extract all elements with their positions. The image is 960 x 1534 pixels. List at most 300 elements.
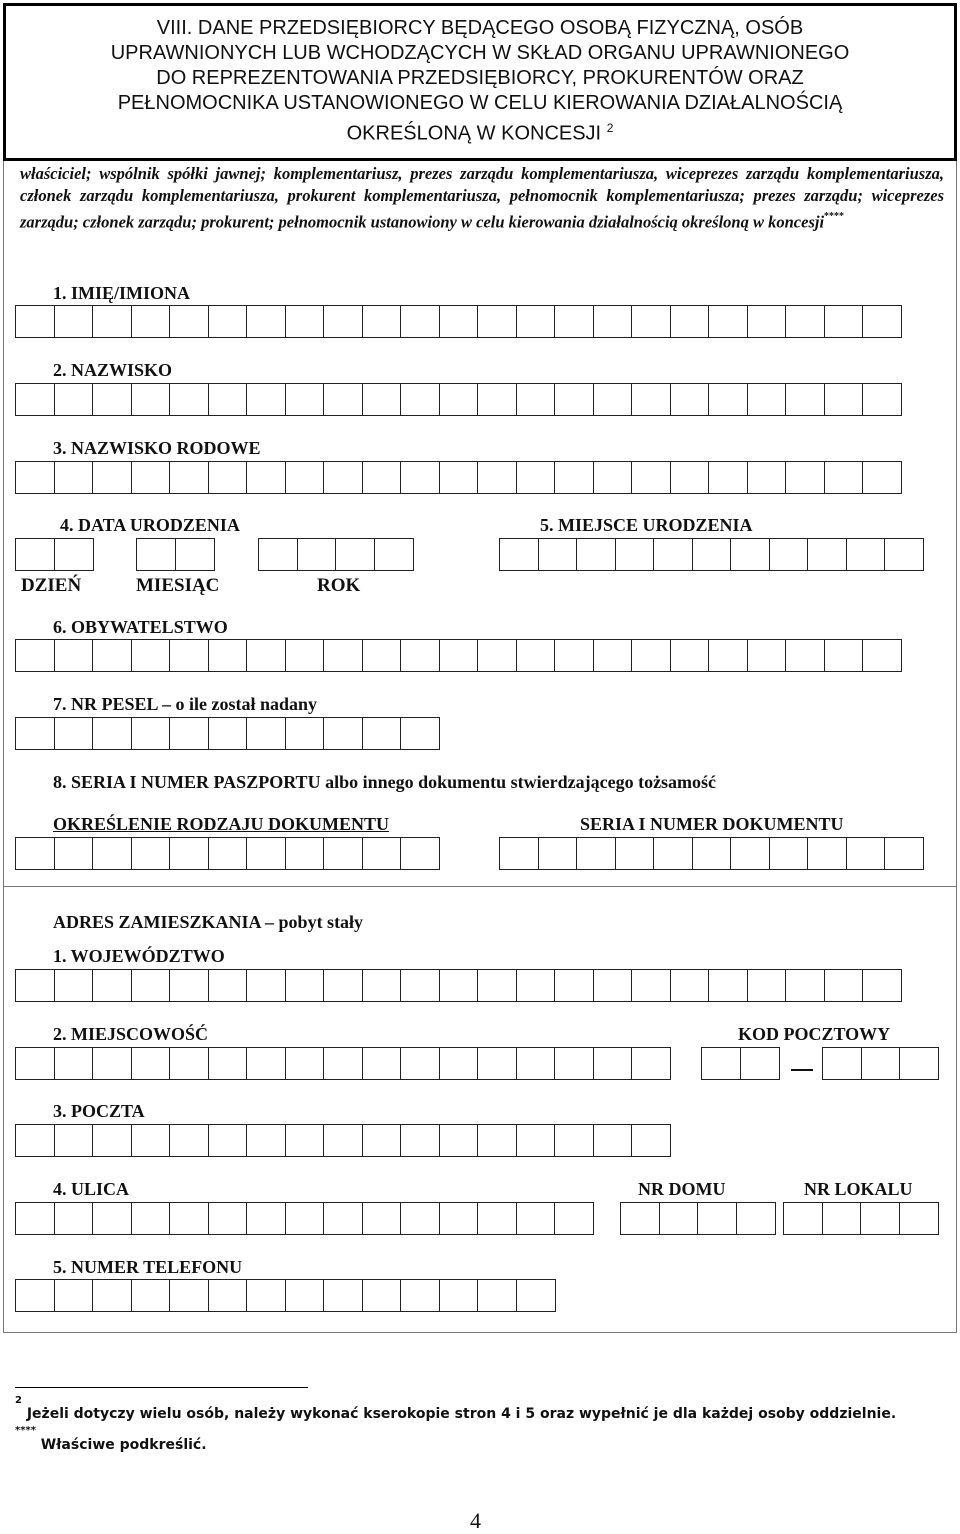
title-line <box>30 116 930 147</box>
char-cell[interactable] <box>670 969 710 1002</box>
char-cell[interactable] <box>169 383 209 416</box>
footnote-4-mark: **** <box>15 1425 36 1436</box>
char-cell[interactable] <box>653 538 693 571</box>
char-cell[interactable] <box>554 969 594 1002</box>
char-cell[interactable] <box>15 837 55 870</box>
char-cell[interactable] <box>400 639 440 672</box>
char-cell[interactable] <box>631 969 671 1002</box>
char-cell[interactable] <box>631 1124 671 1157</box>
char-cell[interactable] <box>362 461 402 494</box>
char-cell[interactable] <box>708 383 748 416</box>
char-cell[interactable] <box>477 1202 517 1235</box>
birth-month-field[interactable] <box>136 538 215 571</box>
postal-code-second-field[interactable] <box>822 1047 939 1080</box>
char-cell[interactable] <box>862 969 902 1002</box>
char-cell[interactable] <box>708 969 748 1002</box>
char-cell[interactable] <box>477 461 517 494</box>
char-cell[interactable] <box>747 383 787 416</box>
char-cell[interactable] <box>208 1124 248 1157</box>
citizenship-label: 6. OBYWATELSTWO <box>53 617 228 637</box>
apartment-no-field[interactable] <box>783 1202 939 1235</box>
first-name-label: 1. IMIĘ/IMIONA <box>53 283 191 303</box>
char-cell[interactable] <box>400 837 440 870</box>
house-no-label: NR DOMU <box>638 1179 726 1199</box>
char-cell[interactable] <box>323 383 363 416</box>
char-cell[interactable] <box>860 1202 900 1235</box>
char-cell[interactable] <box>439 461 479 494</box>
char-cell[interactable] <box>285 1124 325 1157</box>
char-cell[interactable] <box>323 461 363 494</box>
char-cell[interactable] <box>899 1047 939 1080</box>
postal-code-dash <box>791 1069 813 1071</box>
char-cell[interactable] <box>659 1202 699 1235</box>
char-cell[interactable] <box>54 383 94 416</box>
char-cell[interactable] <box>439 1279 479 1312</box>
char-cell[interactable] <box>516 305 556 338</box>
char-cell[interactable] <box>169 1202 209 1235</box>
char-cell[interactable] <box>246 1202 286 1235</box>
footnote-ref: 2 <box>606 121 614 135</box>
char-cell[interactable] <box>15 305 55 338</box>
char-cell[interactable] <box>516 1202 556 1235</box>
char-cell[interactable] <box>15 1047 55 1080</box>
char-cell[interactable] <box>54 639 94 672</box>
char-cell[interactable] <box>747 305 787 338</box>
char-cell[interactable] <box>554 305 594 338</box>
char-cell[interactable] <box>208 461 248 494</box>
pesel-label: 7. NR PESEL – o ile został nadany <box>53 694 318 714</box>
char-cell[interactable] <box>516 461 556 494</box>
char-cell[interactable] <box>208 639 248 672</box>
char-cell[interactable] <box>593 1047 633 1080</box>
char-cell[interactable] <box>692 837 732 870</box>
char-cell[interactable] <box>285 837 325 870</box>
char-cell[interactable] <box>807 837 847 870</box>
char-cell[interactable] <box>785 639 825 672</box>
char-cell[interactable] <box>362 639 402 672</box>
char-cell[interactable] <box>323 1279 363 1312</box>
char-cell[interactable] <box>400 717 440 750</box>
char-cell[interactable] <box>439 1124 479 1157</box>
char-cell[interactable] <box>208 969 248 1002</box>
birth-date-label: 4. DATA URODZENIA <box>60 515 240 535</box>
char-cell[interactable] <box>846 538 886 571</box>
footnote-2-text: Jeżeli dotyczy wielu osób, należy wykonać kserokopie stron 4 i 5 oraz wypełnić je dla każdej osoby oddzielnie. <box>26 1405 897 1422</box>
char-cell[interactable] <box>439 969 479 1002</box>
char-cell[interactable] <box>899 1202 939 1235</box>
char-cell[interactable] <box>246 1279 286 1312</box>
char-cell[interactable] <box>670 461 710 494</box>
char-cell[interactable] <box>92 969 132 1002</box>
char-cell[interactable] <box>499 538 539 571</box>
char-cell[interactable] <box>708 639 748 672</box>
char-cell[interactable] <box>285 717 325 750</box>
char-cell[interactable] <box>516 1279 556 1312</box>
char-cell[interactable] <box>477 1279 517 1312</box>
char-cell[interactable] <box>92 461 132 494</box>
char-cell[interactable] <box>593 639 633 672</box>
char-cell[interactable] <box>783 1202 823 1235</box>
char-cell[interactable] <box>785 305 825 338</box>
char-cell[interactable] <box>554 1047 594 1080</box>
footnote-2 <box>15 1395 897 1422</box>
char-cell[interactable] <box>92 1124 132 1157</box>
char-cell[interactable] <box>884 837 924 870</box>
char-cell[interactable] <box>516 1124 556 1157</box>
char-cell[interactable] <box>631 383 671 416</box>
char-cell[interactable] <box>323 837 363 870</box>
char-cell[interactable] <box>708 461 748 494</box>
voivodeship-field[interactable] <box>15 969 902 1002</box>
char-cell[interactable] <box>285 461 325 494</box>
char-cell[interactable] <box>208 1202 248 1235</box>
char-cell[interactable] <box>554 639 594 672</box>
char-cell[interactable] <box>362 837 402 870</box>
doc-number-field[interactable] <box>499 837 924 870</box>
char-cell[interactable] <box>92 383 132 416</box>
char-cell[interactable] <box>477 969 517 1002</box>
char-cell[interactable] <box>824 969 864 1002</box>
char-cell[interactable] <box>136 538 176 571</box>
char-cell[interactable] <box>175 538 215 571</box>
char-cell[interactable] <box>593 461 633 494</box>
char-cell[interactable] <box>131 1202 171 1235</box>
char-cell[interactable] <box>785 969 825 1002</box>
char-cell[interactable] <box>131 383 171 416</box>
char-cell[interactable] <box>747 969 787 1002</box>
char-cell[interactable] <box>15 639 55 672</box>
month-label: MIESIĄC <box>136 575 220 596</box>
char-cell[interactable] <box>499 837 539 870</box>
char-cell[interactable] <box>285 969 325 1002</box>
char-cell[interactable] <box>258 538 298 571</box>
char-cell[interactable] <box>439 1047 479 1080</box>
birth-day-field[interactable] <box>15 538 94 571</box>
char-cell[interactable] <box>131 1047 171 1080</box>
char-cell[interactable] <box>54 461 94 494</box>
char-cell[interactable] <box>92 717 132 750</box>
char-cell[interactable] <box>208 305 248 338</box>
char-cell[interactable] <box>400 383 440 416</box>
char-cell[interactable] <box>54 1124 94 1157</box>
char-cell[interactable] <box>92 305 132 338</box>
char-cell[interactable] <box>131 717 171 750</box>
char-cell[interactable] <box>400 305 440 338</box>
char-cell[interactable] <box>131 461 171 494</box>
char-cell[interactable] <box>785 461 825 494</box>
char-cell[interactable] <box>15 1279 55 1312</box>
char-cell[interactable] <box>400 1124 440 1157</box>
title-line: DO REPREZENTOWANIA PRZEDSIĘBIORCY, PROKURENTÓW ORAZ <box>156 67 804 89</box>
char-cell[interactable] <box>92 1202 132 1235</box>
char-cell[interactable] <box>92 1279 132 1312</box>
phone-field[interactable] <box>15 1279 556 1312</box>
char-cell[interactable] <box>374 538 414 571</box>
char-cell[interactable] <box>246 969 286 1002</box>
char-cell[interactable] <box>15 461 55 494</box>
char-cell[interactable] <box>730 837 770 870</box>
char-cell[interactable] <box>824 383 864 416</box>
char-cell[interactable] <box>477 639 517 672</box>
city-field[interactable] <box>15 1047 671 1080</box>
char-cell[interactable] <box>861 1047 901 1080</box>
apartment-no-label: NR LOKALU <box>804 1179 913 1199</box>
char-cell[interactable] <box>554 1202 594 1235</box>
doc-type-label: OKREŚLENIE RODZAJU DOKUMENTU <box>53 814 390 834</box>
house-no-field[interactable] <box>620 1202 776 1235</box>
char-cell[interactable] <box>538 837 578 870</box>
char-cell[interactable] <box>516 969 556 1002</box>
char-cell[interactable] <box>538 538 578 571</box>
char-cell[interactable] <box>246 1047 286 1080</box>
street-field[interactable] <box>15 1202 594 1235</box>
birth-year-field[interactable] <box>258 538 414 571</box>
char-cell[interactable] <box>670 305 710 338</box>
char-cell[interactable] <box>15 1202 55 1235</box>
char-cell[interactable] <box>824 639 864 672</box>
passport-label: 8. SERIA I NUMER PASZPORTU albo innego dokumentu stwierdzającego tożsamość <box>53 772 717 792</box>
char-cell[interactable] <box>169 1047 209 1080</box>
birth-place-label: 5. MIEJSCE URODZENIA <box>540 515 753 535</box>
voivodeship-label: 1. WOJEWÓDZTWO <box>53 946 225 966</box>
char-cell[interactable] <box>516 639 556 672</box>
char-cell[interactable] <box>362 1124 402 1157</box>
char-cell[interactable] <box>593 969 633 1002</box>
title-line: PEŁNOMOCNIKA USTANOWIONEGO W CELU KIEROWANIA DZIAŁALNOŚCIĄ <box>117 92 843 114</box>
char-cell[interactable] <box>862 639 902 672</box>
address-heading: ADRES ZAMIESZKANIA – pobyt stały <box>53 912 364 932</box>
char-cell[interactable] <box>769 837 809 870</box>
char-cell[interactable] <box>285 1279 325 1312</box>
char-cell[interactable] <box>362 1202 402 1235</box>
char-cell[interactable] <box>516 1047 556 1080</box>
birth-place-field[interactable] <box>499 538 924 571</box>
char-cell[interactable] <box>169 461 209 494</box>
char-cell[interactable] <box>54 969 94 1002</box>
char-cell[interactable] <box>169 1279 209 1312</box>
doc-number-label: SERIA I NUMER DOKUMENTU <box>580 814 844 834</box>
char-cell[interactable] <box>631 461 671 494</box>
char-cell[interactable] <box>631 639 671 672</box>
char-cell[interactable] <box>615 538 655 571</box>
char-cell[interactable] <box>362 1279 402 1312</box>
char-cell[interactable] <box>54 305 94 338</box>
char-cell[interactable] <box>708 305 748 338</box>
post-office-field[interactable] <box>15 1124 671 1157</box>
char-cell[interactable] <box>285 639 325 672</box>
postal-code-label: KOD POCZTOWY <box>738 1024 891 1044</box>
char-cell[interactable] <box>593 305 633 338</box>
char-cell[interactable] <box>169 305 209 338</box>
char-cell[interactable] <box>516 383 556 416</box>
char-cell[interactable] <box>131 639 171 672</box>
footnote-2-mark: 2 <box>15 1395 22 1406</box>
char-cell[interactable] <box>862 461 902 494</box>
char-cell[interactable] <box>323 717 363 750</box>
char-cell[interactable] <box>323 969 363 1002</box>
first-name-field[interactable] <box>15 305 902 338</box>
char-cell[interactable] <box>697 1202 737 1235</box>
char-cell[interactable] <box>208 1047 248 1080</box>
char-cell[interactable] <box>862 383 902 416</box>
char-cell[interactable] <box>15 383 55 416</box>
char-cell[interactable] <box>620 1202 660 1235</box>
char-cell[interactable] <box>323 639 363 672</box>
char-cell[interactable] <box>862 305 902 338</box>
char-cell[interactable] <box>692 538 732 571</box>
char-cell[interactable] <box>285 1202 325 1235</box>
char-cell[interactable] <box>246 837 286 870</box>
char-cell[interactable] <box>131 305 171 338</box>
footnote-marker: **** <box>824 210 845 222</box>
footnote-separator <box>15 1387 308 1388</box>
year-label: ROK <box>317 575 361 596</box>
char-cell[interactable] <box>323 1202 363 1235</box>
char-cell[interactable] <box>576 837 616 870</box>
char-cell[interactable] <box>92 639 132 672</box>
char-cell[interactable] <box>631 305 671 338</box>
char-cell[interactable] <box>653 837 693 870</box>
char-cell[interactable] <box>169 1124 209 1157</box>
char-cell[interactable] <box>15 969 55 1002</box>
char-cell[interactable] <box>362 1047 402 1080</box>
char-cell[interactable] <box>208 1279 248 1312</box>
char-cell[interactable] <box>246 305 286 338</box>
char-cell[interactable] <box>439 1202 479 1235</box>
char-cell[interactable] <box>246 639 286 672</box>
char-cell[interactable] <box>54 1047 94 1080</box>
role-list[interactable] <box>20 163 944 233</box>
char-cell[interactable] <box>323 1047 363 1080</box>
char-cell[interactable] <box>400 461 440 494</box>
char-cell[interactable] <box>92 837 132 870</box>
postal-code-first-field[interactable] <box>701 1047 780 1080</box>
char-cell[interactable] <box>400 969 440 1002</box>
char-cell[interactable] <box>400 1279 440 1312</box>
char-cell[interactable] <box>362 969 402 1002</box>
surname-field[interactable] <box>15 383 902 416</box>
char-cell[interactable] <box>246 717 286 750</box>
title-line-text: OKREŚLONĄ W KONCESJI <box>346 122 602 145</box>
char-cell[interactable] <box>439 383 479 416</box>
char-cell[interactable] <box>730 538 770 571</box>
char-cell[interactable] <box>169 969 209 1002</box>
char-cell[interactable] <box>846 837 886 870</box>
char-cell[interactable] <box>15 1124 55 1157</box>
surname-label: 2. NAZWISKO <box>53 360 173 380</box>
page-number: 4 <box>470 1508 481 1533</box>
char-cell[interactable] <box>54 1279 94 1312</box>
char-cell[interactable] <box>208 717 248 750</box>
char-cell[interactable] <box>323 1124 363 1157</box>
char-cell[interactable] <box>297 538 337 571</box>
char-cell[interactable] <box>439 639 479 672</box>
char-cell[interactable] <box>670 383 710 416</box>
char-cell[interactable] <box>131 969 171 1002</box>
char-cell[interactable] <box>362 717 402 750</box>
char-cell[interactable] <box>15 717 55 750</box>
char-cell[interactable] <box>740 1047 780 1080</box>
char-cell[interactable] <box>285 305 325 338</box>
char-cell[interactable] <box>362 305 402 338</box>
doc-type-field[interactable] <box>15 837 440 870</box>
char-cell[interactable] <box>593 1124 633 1157</box>
char-cell[interactable] <box>400 1202 440 1235</box>
char-cell[interactable] <box>246 461 286 494</box>
footnote-4 <box>15 1425 207 1453</box>
char-cell[interactable] <box>169 639 209 672</box>
char-cell[interactable] <box>824 305 864 338</box>
char-cell[interactable] <box>131 1124 171 1157</box>
char-cell[interactable] <box>92 1047 132 1080</box>
char-cell[interactable] <box>54 837 94 870</box>
char-cell[interactable] <box>576 538 616 571</box>
char-cell[interactable] <box>285 383 325 416</box>
char-cell[interactable] <box>785 383 825 416</box>
char-cell[interactable] <box>747 461 787 494</box>
char-cell[interactable] <box>736 1202 776 1235</box>
char-cell[interactable] <box>208 837 248 870</box>
char-cell[interactable] <box>477 305 517 338</box>
citizenship-field[interactable] <box>15 639 902 672</box>
char-cell[interactable] <box>335 538 375 571</box>
char-cell[interactable] <box>807 538 847 571</box>
family-name-label: 3. NAZWISKO RODOWE <box>53 438 261 458</box>
section-title <box>30 16 930 147</box>
char-cell[interactable] <box>554 1124 594 1157</box>
char-cell[interactable] <box>824 461 864 494</box>
char-cell[interactable] <box>477 1124 517 1157</box>
char-cell[interactable] <box>822 1202 862 1235</box>
char-cell[interactable] <box>554 461 594 494</box>
char-cell[interactable] <box>477 1047 517 1080</box>
char-cell[interactable] <box>323 305 363 338</box>
char-cell[interactable] <box>246 383 286 416</box>
char-cell[interactable] <box>631 1047 671 1080</box>
char-cell[interactable] <box>554 383 594 416</box>
char-cell[interactable] <box>769 538 809 571</box>
phone-label: 5. NUMER TELEFONU <box>53 1257 243 1277</box>
char-cell[interactable] <box>285 1047 325 1080</box>
char-cell[interactable] <box>54 538 94 571</box>
char-cell[interactable] <box>169 717 209 750</box>
char-cell[interactable] <box>362 383 402 416</box>
char-cell[interactable] <box>701 1047 741 1080</box>
char-cell[interactable] <box>208 383 248 416</box>
street-label: 4. ULICA <box>53 1179 130 1199</box>
char-cell[interactable] <box>477 383 517 416</box>
char-cell[interactable] <box>884 538 924 571</box>
char-cell[interactable] <box>747 639 787 672</box>
role-list-text[interactable]: właściciel; wspólnik spółki jawnej; komplementariusz, prezes zarządu komplementariusza, wiceprezes zarządu komplementariusza, członek zarządu komplementariusza, prokurent komplementariusza, pełnomocnik komplementariusza; prezes zarządu; wiceprezes zarządu; członek zarządu; prokurent; pełnomocnik ustanowiony w celu kierowania działalnością określoną w koncesji <box>20 164 944 232</box>
char-cell[interactable] <box>615 837 655 870</box>
char-cell[interactable] <box>400 1047 440 1080</box>
char-cell[interactable] <box>54 717 94 750</box>
char-cell[interactable] <box>169 837 209 870</box>
char-cell[interactable] <box>822 1047 862 1080</box>
char-cell[interactable] <box>54 1202 94 1235</box>
char-cell[interactable] <box>670 639 710 672</box>
char-cell[interactable] <box>131 837 171 870</box>
char-cell[interactable] <box>131 1279 171 1312</box>
char-cell[interactable] <box>439 305 479 338</box>
char-cell[interactable] <box>15 538 55 571</box>
day-label: DZIEŃ <box>21 575 82 596</box>
pesel-field[interactable] <box>15 717 440 750</box>
char-cell[interactable] <box>246 1124 286 1157</box>
family-name-field[interactable] <box>15 461 902 494</box>
char-cell[interactable] <box>593 383 633 416</box>
